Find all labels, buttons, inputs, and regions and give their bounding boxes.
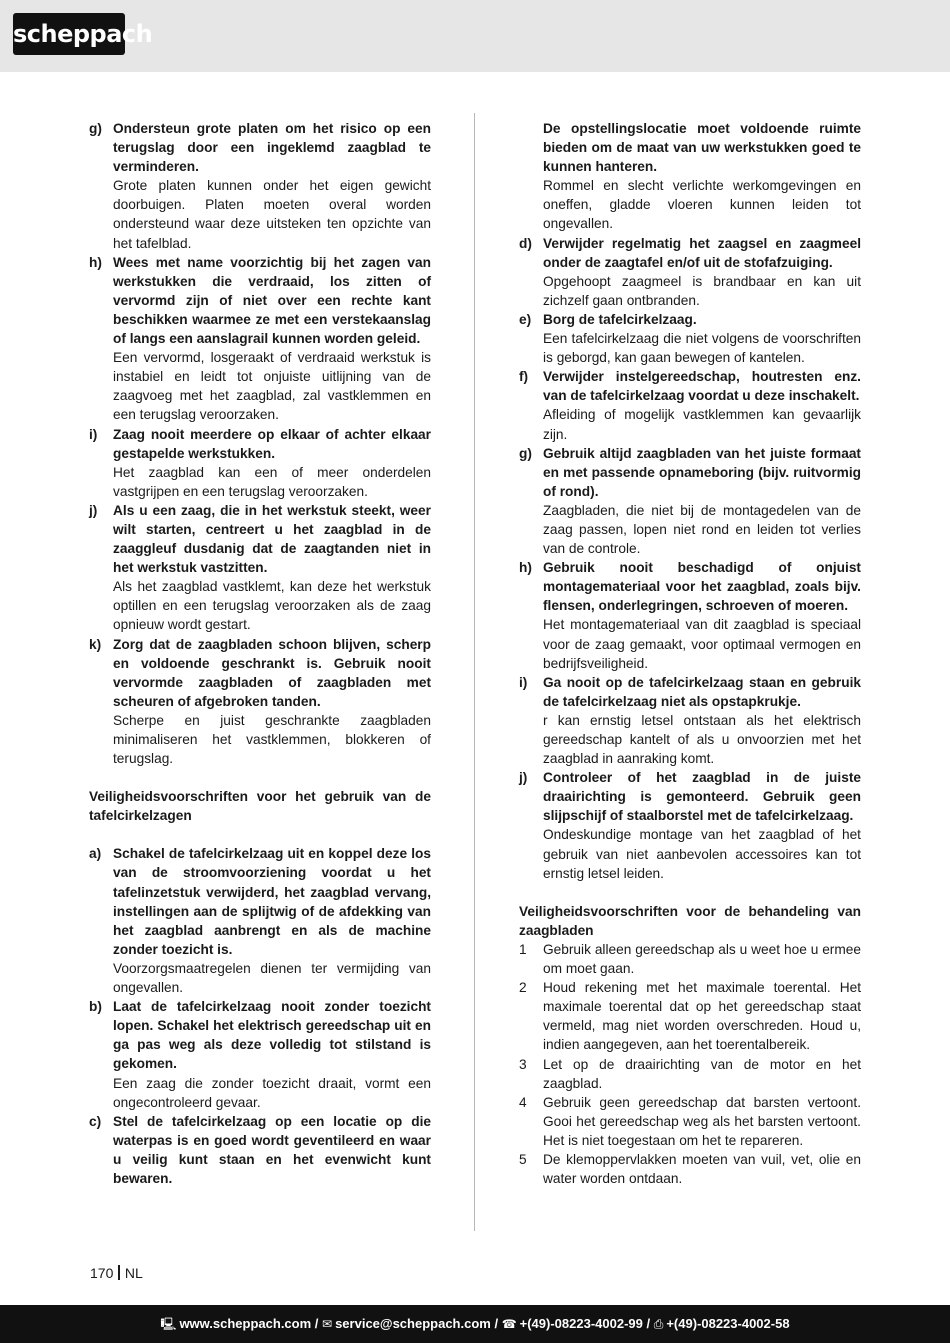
item-text: Voorzorgsmaatregelen dienen ter vermijding van ongevallen. — [113, 960, 431, 996]
item-label: j) — [89, 502, 98, 518]
item-text: Het montagemateriaal van dit zaagblad is speciaal voor de zaag gemaakt, voor optimaal vermogen en bedrijfsveiligheid. — [543, 617, 861, 671]
item-heading: Ga nooit op de tafelcirkelzaag staan en gebruik de tafelcirkelzaag niet als opstapkrukje. — [543, 674, 861, 709]
footer-phone: +(49)-08223-4002-99 — [519, 1316, 643, 1331]
list-item — [89, 1112, 431, 1188]
item-heading: Als u een zaag, die in het werkstuk steekt, weer wilt starten, centreert u het zaagblad in de zaaggleuf dusdanig dat de zaagtanden niet in het werkstuk vastzitten. — [113, 502, 431, 576]
list-item — [519, 673, 861, 768]
left-column — [89, 119, 431, 1188]
item-heading: Borg de tafelcirkelzaag. — [543, 311, 697, 327]
item-label: a) — [89, 846, 102, 862]
item-heading: Zaag nooit meerdere op elkaar of achter elkaar gestapelde werkstukken. — [113, 426, 431, 461]
item-label: k) — [89, 636, 102, 652]
footer-sep-2: / — [490, 1316, 502, 1331]
item-text: Grote platen kunnen onder het eigen gewicht doorbuigen. Platen moeten overal worden ondersteund waar deze uitsteken ten opzichte van het tafelblad. — [113, 178, 431, 251]
item-label: 4 — [519, 1094, 527, 1110]
list-item — [89, 501, 431, 635]
list-item — [89, 119, 431, 253]
continuation-bold: De opstellingslocatie moet voldoende ruimte bieden om de maat van uw werkstukken goed te kunnen hanteren. — [543, 121, 861, 175]
right-list-a — [519, 234, 861, 883]
item-text: Let op de draairichting van de motor en het zaagblad. — [543, 1056, 861, 1091]
footer-website[interactable]: www.scheppach.com — [179, 1316, 312, 1331]
item-text: Een tafelcirkelzaag die niet volgens de voorschriften is geborgd, kan gaan bewegen of kantelen. — [543, 331, 861, 366]
column-divider — [474, 113, 475, 1231]
list-item — [89, 844, 431, 997]
item-text: Als het zaagblad vastklemt, kan deze het werkstuk optillen en een terugslag veroorzaken als de zaag opnieuw wordt gestart. — [113, 579, 431, 633]
section-heading-use: Veiligheidsvoorschriften voor het gebruik van de tafelcirkelzagen — [89, 789, 431, 824]
header-bar — [0, 0, 950, 72]
phone-icon: ☎ — [501, 1317, 517, 1331]
item-heading: Laat de tafelcirkelzaag nooit zonder toezicht lopen. Schakel het elektrisch gereedschap uit en ga pas weg als deze volledig tot stilstand is gekomen. — [113, 999, 431, 1072]
item-text: Een zaag die zonder toezicht draait, vormt een ongecontroleerd gevaar. — [113, 1075, 431, 1110]
scheppach-logo: scheppach — [13, 13, 125, 55]
item-label: c) — [89, 1113, 102, 1129]
footer-bar — [0, 1305, 950, 1343]
item-heading: Zorg dat de zaagbladen schoon blijven, scherp en voldoende geschrankt is. Gebruik nooit vervormde zaagbladen of zaagbladen met scheuren of afgebroken tanden. — [113, 636, 431, 709]
section-heading-blades: Veiligheidsvoorschriften voor de behandeling van zaagbladen — [519, 903, 861, 938]
item-label: b) — [89, 999, 102, 1015]
right-column — [519, 119, 861, 1188]
item-heading: Gebruik altijd zaagbladen van het juiste formaat en met passende opnameboring (bijv. ruitvormig of rond). — [543, 445, 861, 499]
item-label: e) — [519, 311, 532, 327]
item-label: 3 — [519, 1056, 527, 1072]
item-heading: Stel de tafelcirkelzaag op een locatie op die waterpas is en goed wordt geventileerd en waar u veilig kunt staan en het evenwicht kunt bewaren. — [113, 1113, 431, 1186]
item-heading: Verwijder regelmatig het zaagsel en zaagmeel onder de zaagtafel en/of uit de stofafzuiging. — [543, 235, 861, 270]
item-heading: Ondersteun grote platen om het risico op een terugslag door een ingeklemd zaagblad te verminderen. — [113, 121, 431, 175]
item-text: Zaagbladen, die niet bij de montagedelen van de zaag passen, lopen niet rond en leiden tot verlies van de controle. — [543, 502, 861, 557]
item-label: 2 — [519, 980, 527, 996]
page-separator — [118, 1265, 120, 1280]
page-number-value: 170 — [90, 1265, 114, 1281]
list-item — [519, 234, 861, 310]
item-heading: Schakel de tafelcirkelzaag uit en koppel deze los van de stroomvoorziening voordat u het tafelinzetstuk verwijderd, het zaagblad vervang, instellingen aan de splijtwig of de afdekking van het zaagblad aanbrengt en als de machine zonder toezicht is. — [113, 846, 431, 957]
item-text: Scherpe en juist geschrankte zaagbladen minimaliseren het vastklemmen, blokkeren of terugslag. — [113, 712, 431, 767]
item-text: Afleiding of mogelijk vastklemmen kan gevaarlijk zijn. — [543, 407, 861, 442]
item-text: Gebruik alleen gereedschap als u weet hoe u ermee om moet gaan. — [543, 941, 861, 977]
item-label: h) — [89, 254, 102, 270]
item-label: j) — [519, 770, 528, 786]
footer-sep-3: / — [642, 1316, 654, 1331]
item-heading: Controleer of het zaagblad in de juiste draairichting is gemonteerd. Gebruik geen slijpschijf of staalborstel met de tafelcirkelzaag. — [543, 770, 861, 824]
list-item — [519, 310, 861, 367]
page-number — [90, 1265, 143, 1281]
numbered-list — [519, 940, 861, 1188]
list-item — [89, 253, 431, 425]
mail-icon: ✉ — [322, 1317, 333, 1331]
item-label: i) — [89, 426, 98, 442]
item-text: r kan ernstig letsel ontstaan als het elektrisch gereedschap kantelt of als u onvoorzien met het zaagblad in aanraking komt. — [543, 712, 861, 767]
item-label: g) — [89, 121, 102, 136]
item-label: h) — [519, 560, 532, 576]
item-label: g) — [519, 445, 532, 461]
list-item — [519, 1093, 861, 1150]
list-item — [519, 444, 861, 559]
item-heading: Gebruik nooit beschadigd of onjuist montagemateriaal voor het zaagblad, zoals bijv. flensen, onderlegringen, schroeven of moeren. — [543, 560, 861, 614]
item-label: f) — [519, 369, 529, 385]
list-item — [519, 978, 861, 1054]
computer-icon: 🖳 — [160, 1317, 177, 1331]
list-item — [89, 635, 431, 769]
list-item — [89, 997, 431, 1112]
item-heading: Verwijder instelgereedschap, houtresten enz. van de tafelcirkelzaag voordat u deze inschakelt. — [543, 369, 861, 404]
list-item — [519, 1150, 861, 1188]
continuation-text: Rommel en slecht verlichte werkomgevingen en oneffen, gladde vloeren kunnen leiden tot ongevallen. — [543, 178, 861, 232]
item-text: Ondeskundige montage van het zaagblad of het gebruik van niet aanbevolen accessoires kan tot ernstig letsel leiden. — [543, 827, 861, 881]
item-text: Gebruik geen gereedschap dat barsten vertoont. Gooi het gereedschap weg als het barsten vertoont. Het is niet toegestaan om het te repareren. — [543, 1094, 861, 1148]
item-label: d) — [519, 235, 532, 251]
footer-fax: +(49)-08223-4002-58 — [666, 1316, 790, 1331]
list-item — [519, 768, 861, 883]
page-language: NL — [124, 1265, 143, 1281]
list-item — [519, 367, 861, 443]
item-text: Houd rekening met het maximale toerental. Het maximale toerental dat op het gereedschap staat vermeld, mag niet worden overschreden. Houd u, indien aangegeven, aan het toerentalbereik. — [543, 980, 861, 1053]
item-text: Het zaagblad kan een of meer onderdelen vastgrijpen en een terugslag veroorzaken. — [113, 464, 431, 499]
left-list-a — [89, 119, 431, 768]
continuation-block — [519, 119, 861, 234]
item-text: De klemoppervlakken moeten van vuil, vet, olie en water worden ontdaan. — [543, 1151, 861, 1187]
item-text: Opgehoopt zaagmeel is brandbaar en kan uit zichzelf gaan ontbranden. — [543, 273, 861, 308]
footer-sep-1: / — [311, 1316, 323, 1331]
fax-icon: ⎙ — [653, 1317, 664, 1331]
item-heading: Wees met name voorzichtig bij het zagen van werkstukken die verdraaid, los zitten of vervormd zijn of niet over een rechte kant beschikken waarmee ze met een verstekaanslag of langs een aanslagrail kunnen worden geleid. — [113, 254, 431, 347]
item-label: 5 — [519, 1151, 527, 1167]
list-item — [519, 940, 861, 978]
list-item — [89, 425, 431, 501]
list-item — [519, 1055, 861, 1093]
item-text: Een vervormd, losgeraakt of verdraaid werkstuk is instabiel en leidt tot onjuiste uitlijning van de zaagvoeg met het zaagblad, zal vastklemmen en een terugslag veroorzaken. — [113, 350, 431, 423]
item-label: 1 — [519, 941, 527, 957]
item-label: i) — [519, 674, 528, 690]
list-item — [519, 558, 861, 673]
footer-email[interactable]: service@scheppach.com — [335, 1316, 491, 1331]
left-list-b — [89, 844, 431, 1188]
